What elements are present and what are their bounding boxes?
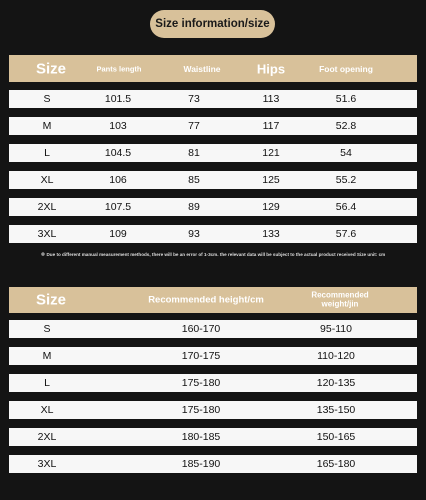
cell-height: 185-190 (181, 458, 221, 470)
cell-waistline: 81 (188, 147, 200, 159)
header-waistline: Waistline (183, 63, 221, 74)
table-row (9, 374, 417, 392)
cell-hips: 133 (262, 228, 280, 240)
cell-weight: 150-165 (316, 431, 356, 443)
cell-height: 160-170 (181, 323, 221, 335)
cell-size: S (43, 93, 51, 105)
cell-waistline: 85 (188, 174, 200, 186)
cell-size: 3XL (37, 458, 57, 470)
cell-hips: 129 (262, 201, 280, 213)
cell-weight: 110-120 (317, 350, 355, 362)
recommendation-table-header (9, 287, 417, 313)
table-row (9, 117, 417, 135)
cell-size: 3XL (37, 228, 57, 240)
measurement-note: ※ Due to different manual measurement methods, there will be an error of 1-3cm. the relevant data will be subject to the actual product received Size unit: cm (40, 252, 386, 257)
cell-hips: 117 (262, 120, 280, 132)
cell-hips: 113 (262, 93, 280, 105)
cell-pants-length: 104.5 (104, 147, 132, 159)
cell-size: M (42, 120, 52, 132)
cell-foot-opening: 57.6 (335, 228, 357, 240)
cell-size: M (42, 350, 52, 362)
header-size: Size (35, 291, 67, 309)
cell-waistline: 93 (188, 228, 200, 240)
table-row (9, 320, 417, 338)
header-recommended-height: Recommended height/cm (148, 294, 264, 306)
cell-size: L (44, 377, 50, 389)
cell-waistline: 77 (188, 120, 200, 132)
cell-size: XL (40, 174, 54, 186)
header-size: Size (35, 60, 67, 77)
cell-pants-length: 109 (109, 228, 127, 240)
cell-foot-opening: 52.8 (335, 120, 357, 132)
cell-pants-length: 101.5 (104, 93, 132, 105)
cell-hips: 121 (262, 147, 280, 159)
page-title: Size information/size (150, 10, 275, 38)
table-row (9, 171, 417, 189)
cell-size: L (44, 147, 50, 159)
header-hips: Hips (256, 61, 286, 76)
cell-height: 175-180 (181, 404, 221, 416)
table-row (9, 144, 417, 162)
cell-weight: 120-135 (316, 377, 356, 389)
cell-weight: 95-110 (320, 323, 352, 335)
cell-foot-opening: 56.4 (335, 201, 357, 213)
table-row (9, 428, 417, 446)
cell-foot-opening: 54 (340, 147, 352, 159)
table-row (9, 90, 417, 108)
table-row (9, 225, 417, 243)
cell-foot-opening: 55.2 (335, 174, 357, 186)
cell-height: 170-175 (181, 350, 221, 362)
cell-waistline: 89 (188, 201, 200, 213)
table-row (9, 455, 417, 473)
cell-height: 175-180 (181, 377, 221, 389)
cell-size: S (43, 323, 51, 335)
header-recommended-weight: Recommended weight/jin (311, 290, 369, 308)
cell-weight: 165-180 (316, 458, 356, 470)
table-row (9, 401, 417, 419)
table-row (9, 347, 417, 365)
cell-hips: 125 (262, 174, 280, 186)
cell-pants-length: 103 (109, 120, 127, 132)
cell-size: 2XL (37, 201, 57, 213)
cell-pants-length: 107.5 (104, 201, 132, 213)
cell-pants-length: 106 (109, 174, 127, 186)
cell-height: 180-185 (181, 431, 221, 443)
header-foot-opening: Foot opening (319, 63, 373, 74)
cell-weight: 135-150 (316, 404, 356, 416)
cell-foot-opening: 51.6 (335, 93, 357, 105)
header-pants-length: Pants length (96, 64, 142, 73)
cell-waistline: 73 (188, 93, 200, 105)
table-row (9, 198, 417, 216)
size-table-header (9, 55, 417, 82)
cell-size: XL (40, 404, 54, 416)
cell-size: 2XL (37, 431, 57, 443)
